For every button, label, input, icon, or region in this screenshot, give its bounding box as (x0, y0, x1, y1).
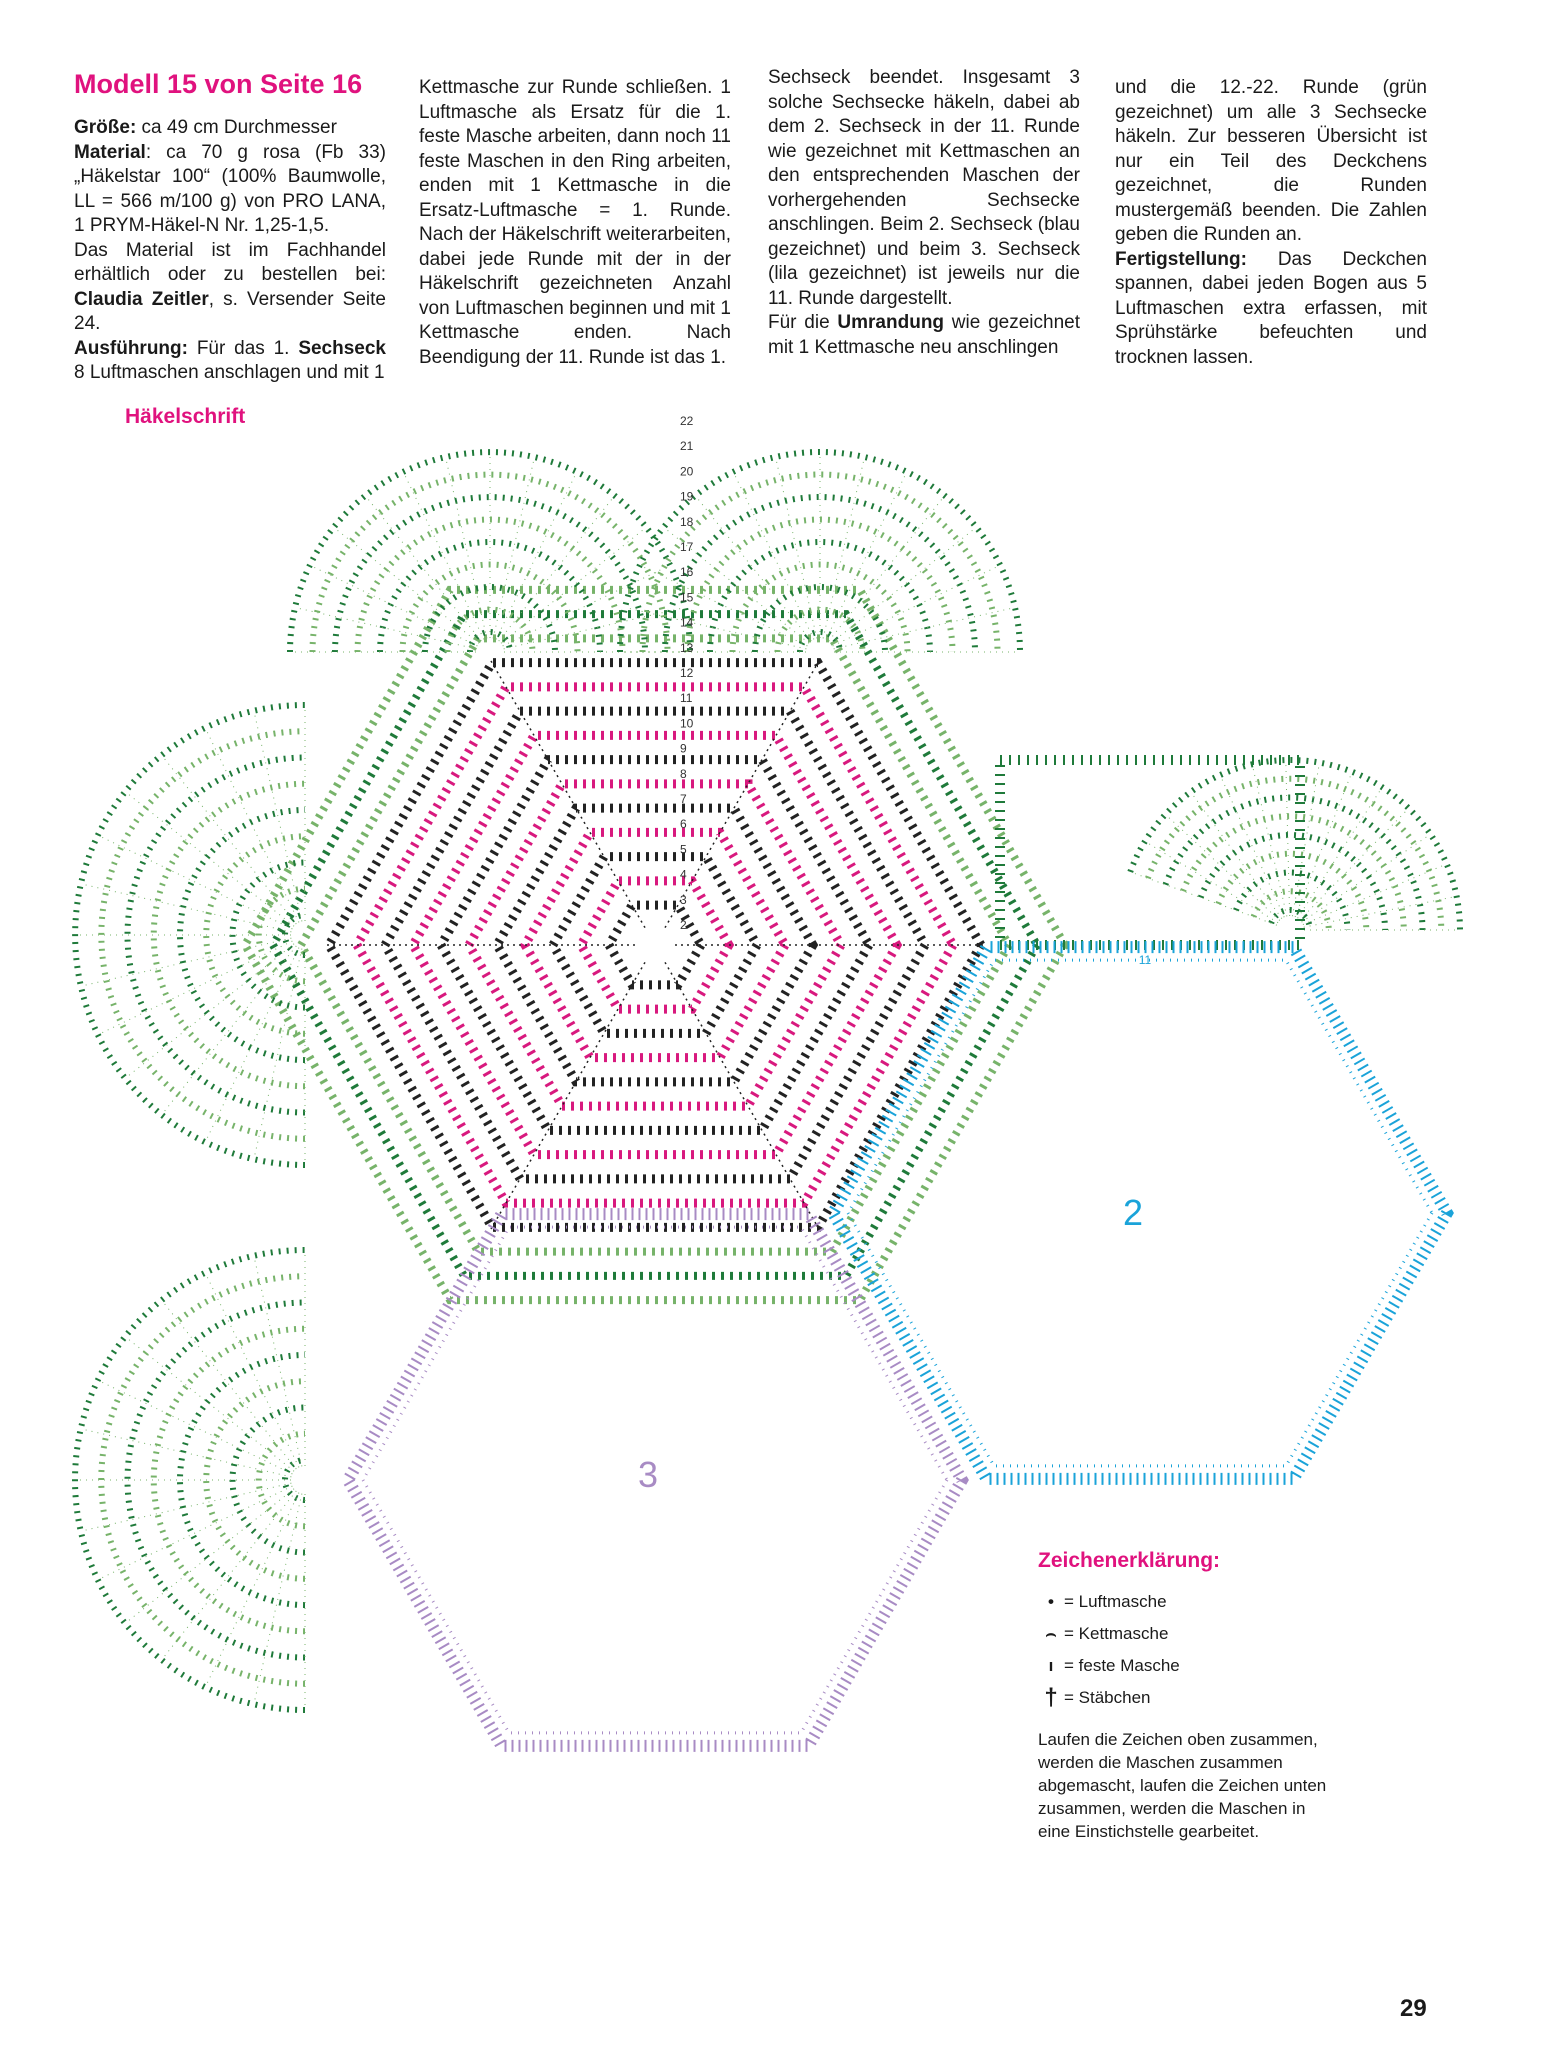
border-fan-ray (98, 1486, 293, 1580)
border-round (245, 590, 1065, 1300)
round-number: 6 (680, 817, 687, 832)
legend-label: = Luftmasche (1064, 1592, 1167, 1611)
paragraph-size: Größe: ca 49 cm Durchmesser (74, 117, 337, 138)
legend-symbol: † (1044, 1684, 1058, 1711)
border-fan-ray (1130, 872, 1277, 925)
border-fan-arc (259, 1434, 305, 1527)
legend-heading: Zeichenerklärung: (1038, 1549, 1221, 1572)
border-fan-ray (496, 472, 577, 640)
border-fan-ray (1220, 775, 1284, 917)
border-fan-ray (833, 565, 1001, 646)
legend-symbol: • (1048, 1592, 1054, 1611)
round-number: 18 (680, 514, 694, 529)
legend-item (1038, 1618, 1378, 1650)
border-fan-arc (290, 452, 690, 652)
border-fan-arc (448, 610, 533, 653)
legend-symbol: ⌢ (1045, 1624, 1057, 1643)
border-fan-ray (98, 1380, 293, 1474)
round-number: 4 (680, 867, 687, 882)
paragraph-execution: Ausführung: Für das 1. Sechseck 8 Luftmaschen anschlagen und mit 1 (74, 337, 386, 383)
legend (1038, 1550, 1378, 1843)
border-round (301, 638, 1009, 1251)
legend-item (1038, 1650, 1378, 1682)
paragraph-border: Für die Umrandung wie gezeichnet mit 1 Kettmasche neu anschlingen (768, 312, 1080, 358)
legend-item (1038, 1682, 1378, 1714)
paragraph-supplier: Das Material ist im Fachhandel erhältlich oder zu bestellen bei: Claudia Zeitler, s. Versender Seite 24. (74, 239, 386, 334)
legend-label: = Kettmasche (1064, 1624, 1169, 1643)
hexagon-3-label: 3 (637, 1454, 659, 1495)
border-fan-ray (81, 938, 292, 986)
border-fan-ray (162, 946, 297, 1115)
border-fan-ray (1303, 864, 1447, 925)
hexagon-1 (325, 659, 985, 1231)
hexagon-1-round (329, 663, 981, 1228)
border-fan-ray (98, 835, 293, 929)
chart-heading: Häkelschrift (125, 405, 246, 428)
border-fan-ray (826, 472, 907, 640)
border-fan-ray (1252, 764, 1287, 916)
border-fan-arc (688, 520, 953, 653)
border-fan-ray (1304, 896, 1457, 927)
border-fan-arc (259, 889, 305, 982)
article-title: Modell 15 von Seite 16 (74, 69, 363, 99)
border-fan-ray (1300, 808, 1409, 920)
border-fan-arc (1236, 872, 1348, 930)
round-number: 10 (680, 716, 694, 731)
legend-symbol: ı (1048, 1656, 1054, 1675)
round-number: 5 (680, 842, 687, 857)
round-number: 8 (680, 766, 687, 781)
border-fan-ray (1165, 814, 1279, 920)
legend-item (1038, 1586, 1378, 1618)
hexagon-1-corner-line (665, 962, 820, 1230)
border-fan-ray (254, 949, 302, 1160)
paragraph-instructions: Kettmasche zur Runde schließen. 1 Luftmasche als Ersatz für die 1. feste Masche arbeiten, dann noch 11 feste Maschen in den Ring arbeiten, enden mit 1 Kettmasche in die Ersatz-Luftmasche = 1. Runde. Nach der Häkelschrift weiterarbeiten, dabei jede Runde mit der in der Häkelschrift gezeichneten Anzahl von Luftmaschen beginnen und mit 1 Kettmasche enden. Nach Beendigung der 11. Runde ist das 1. (419, 77, 731, 368)
border-fan-arc (232, 1408, 305, 1553)
hexagon-2-label: 2 (1122, 1192, 1144, 1233)
legend-note: Laufen die Zeichen oben zusammen, werden die Maschen zusammen abgemascht, laufen die Zeichen unten zusammen, werden die Maschen in eine Einstichstelle gearbeitet. (1038, 1730, 1327, 1841)
border-fan-ray (205, 1493, 299, 1688)
round-number: 14 (680, 615, 694, 630)
round-number: 12 (680, 666, 694, 680)
round-number: 21 (680, 439, 694, 454)
border-fan-arc (75, 705, 305, 1165)
border-fan-ray (254, 711, 302, 922)
round-number: 15 (680, 590, 694, 605)
paragraph-finishing: Fertigstellung: Das Deckchen spannen, dabei jeden Bogen aus 5 Luftmaschen extra erfassen, mit Sprühstärke befeuchten und trocknen lassen. (1115, 248, 1427, 368)
hexagon-1-round (357, 687, 953, 1203)
round-number: 2 (680, 918, 687, 932)
border-fan-ray (81, 1483, 292, 1531)
border-fan-ray (254, 1494, 302, 1705)
round-number: 22 (680, 414, 694, 428)
hexagon-1-round (525, 832, 785, 1057)
round-number: 19 (680, 489, 694, 504)
border-fan-arc (101, 1276, 305, 1684)
legend-label: = Stäbchen (1064, 1688, 1151, 1707)
round-number: 16 (680, 565, 694, 580)
round-number: 3 (680, 892, 687, 907)
border-fan-arc (358, 520, 623, 653)
round-number: 11 (680, 691, 693, 706)
hexagon-1-round (413, 735, 897, 1154)
paragraph-hexagons: Sechseck beendet. Insgesamt 3 solche Sechsecke häkeln, dabei ab dem 2. Sechseck in der 11. Runde wie gezeichnet mit Kettmaschen an den entsprechenden Maschen der vorhergehenden Sechsecke anschlingen. Beim 2. Sechseck (blau gezeichnet) und beim 3. Sechseck (lila gezeichnet) ist jeweils nur die 11. Runde dargestellt. (768, 67, 1080, 309)
border-fan-arc (75, 1250, 305, 1710)
hexagon-2-round-number: 11 (1138, 953, 1152, 967)
border-fan-ray (162, 1491, 297, 1660)
border-fan-ray (205, 948, 299, 1143)
border-fan-arc (101, 731, 305, 1139)
round-number: 9 (680, 741, 687, 756)
border-fan-ray (1145, 841, 1278, 922)
hexagon-1-corner-line (490, 659, 645, 927)
paragraph-rounds: und die 12.-22. Runde (grün gezeichnet) um alle 3 Sechsecke häkeln. Zur besseren Übersicht ist nur ein Teil des Deckchens gezeichnet, die Runden mustergemäß beenden. Die Zahlen geben die Runden an. (1115, 77, 1427, 245)
border-fan-ray (254, 1256, 302, 1467)
border-fan-ray (823, 457, 864, 638)
paragraph-material: Material: ca 70 g rosa (Fb 33) „Häkelstar 100“ (100% Baumwolle, LL = 566 m/100 g) von PRO LANA, 1 PRYM-Häkel-N Nr. 1,25-1,5. (74, 141, 386, 236)
legend-items (1038, 1586, 1378, 1714)
border-fan-ray (98, 941, 293, 1035)
hexagon-1-corner-line (490, 962, 645, 1230)
legend-label: = feste Masche (1064, 1656, 1180, 1675)
border-fan-ray (503, 565, 671, 646)
round-number: 17 (680, 540, 694, 554)
hexagon-1-round (441, 760, 869, 1131)
page-number: 29 (1400, 1995, 1427, 2022)
round-number: 7 (680, 792, 687, 806)
round-number: 13 (680, 640, 694, 655)
round-number: 20 (680, 464, 694, 479)
